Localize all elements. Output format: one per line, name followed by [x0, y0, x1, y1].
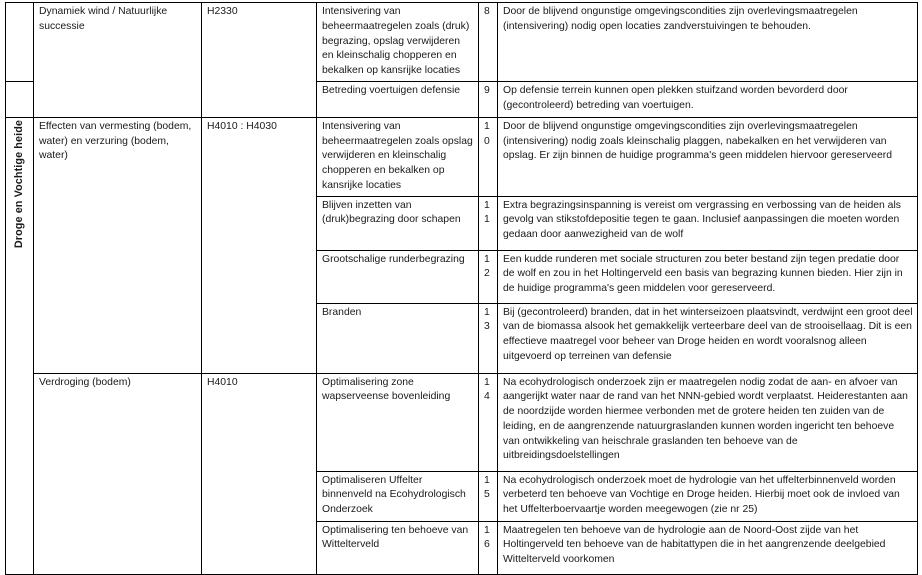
group-cell-empty	[6, 3, 34, 82]
number-cell	[479, 250, 498, 303]
group-label: Droge en Vochtige heide	[13, 119, 26, 248]
measure-cell	[317, 3, 479, 82]
number-text: 12	[484, 253, 490, 280]
number-text: 14	[484, 376, 490, 403]
table-row	[6, 3, 918, 82]
description-text: Na ecohydrologisch onderzoek zijn er maatregelen nodig zodat de aan- en afvoer van aangerijkt water naar de rand van het NNN-gebied wordt verplaatst. Heiderestanten aan de noordzijde worden hiermee verbonden met de grotere heiden ten zuiden van de leiding, en de aangrenzende natuurgraslanden kunnen worden ingericht ten behoeve van ontwikkeling van heischrale graslanden ten behoeve van de uitbreidingsdoelstellingen	[503, 376, 908, 462]
habitat-cell	[202, 3, 317, 118]
number-cell	[479, 117, 498, 196]
description-text: Maatregelen ten behoeve van de hydrologie aan de Noord-Oost zijde van het Holtingerveld ten behoeve van de habitattypen die in het aangrenzende deelgebied Wittelterveld voorkomen	[503, 524, 886, 566]
number-text: 11	[484, 199, 490, 226]
measure-text: Betreding voertuigen defensie	[322, 84, 461, 96]
measure-cell	[317, 196, 479, 250]
group-cell	[6, 117, 34, 574]
factor-cell	[34, 117, 202, 373]
measure-text: Blijven inzetten van (druk)begrazing door schapen	[322, 199, 461, 226]
habitat-cell	[202, 373, 317, 574]
habitat-code: H4010 : H4030	[207, 120, 277, 132]
description-cell	[498, 373, 918, 471]
habitat-code: H2330	[207, 6, 238, 17]
factor-cell	[34, 3, 202, 118]
description-cell	[498, 521, 918, 574]
description-cell	[498, 117, 918, 196]
number-cell	[479, 3, 498, 82]
description-text: Door de blijvend ongunstige omgevingscondities zijn overlevingsmaatregelen (intensivering) nodig zoals kleinschalig plaggen, nabekalken en het verwijderen van opslag. Er zijn binnen de huidige programma's geen middelen hiervoor gereserveerd	[503, 120, 892, 162]
number-cell	[479, 373, 498, 471]
description-text: Na ecohydrologisch onderzoek moet de hydrologie van het uffelterbinnenveld worden verbeterd ten behoeve van Vochtige en Droge heiden. Hierbij moet ook de invloed van het Uffelterboervaartje worden meegewogen (zie nr 25)	[503, 474, 900, 516]
number-cell	[479, 303, 498, 373]
measures-table	[5, 2, 918, 575]
measure-cell	[317, 81, 479, 117]
number-text: 9	[484, 84, 490, 96]
table-row	[6, 117, 918, 196]
factor-text: Dynamiek wind / Natuurlijke successie	[39, 6, 168, 32]
habitat-cell	[202, 117, 317, 373]
measure-text: Intensivering van beheermaatregelen zoals (druk) begrazing, opslag verwijderen en kleinschalig chopperen en bekalken op kansrijke locaties	[322, 6, 470, 77]
description-text: Extra begrazingsinspanning is vereist om vergrassing en verbossing van de heiden als gevolg van stikstofdepositie tegen te gaan. Inclusief aanpassingen die moeten worden gedaan door aanwezigheid van de wolf	[503, 199, 901, 241]
measure-cell	[317, 471, 479, 521]
number-text: 16	[484, 524, 490, 551]
description-text: Bij (gecontroleerd) branden, dat in het winterseizoen plaatsvindt, verdwijnt een groot deel van de biomassa alsook het gemakkelijk verteerbare deel van de strooisellaag. Dit is een effectieve maatregel voor beheer van Droge heiden en wordt vooralsnog alleen uitgevoerd op terreinen van defensie	[503, 306, 913, 362]
description-text: Op defensie terrein kunnen open plekken stuifzand worden bevorderd door (gecontroleerd) betreding van voertuigen.	[503, 84, 848, 111]
measure-cell	[317, 521, 479, 574]
factor-text: Effecten van vermesting (bodem, water) en verzuring (bodem, water)	[39, 120, 192, 162]
number-cell	[479, 471, 498, 521]
measure-text: Grootschalige runderbegrazing	[322, 253, 465, 265]
description-text: Door de blijvend ongunstige omgevingscondities zijn overlevingsmaatregelen (intensivering) nodig open locaties zandverstuivingen te behouden.	[503, 6, 858, 32]
description-cell	[498, 81, 918, 117]
measure-cell	[317, 303, 479, 373]
description-cell	[498, 196, 918, 250]
number-text: 8	[484, 6, 490, 17]
number-cell	[479, 81, 498, 117]
group-cell-empty	[6, 81, 34, 117]
measure-text: Intensivering van beheermaatregelen zoals opslag verwijderen en kleinschalig chopperen en bekalken op kansrijke locaties	[322, 120, 473, 191]
description-cell	[498, 3, 918, 82]
measure-cell	[317, 117, 479, 196]
factor-text: Verdroging (bodem)	[39, 376, 131, 388]
measure-text: Optimalisering ten behoeve van Wittelterveld	[322, 524, 469, 551]
number-cell	[479, 521, 498, 574]
measure-cell	[317, 373, 479, 471]
description-text: Een kudde runderen met sociale structuren zou beter bestand zijn tegen predatie door de wolf en zou in het Holtingerveld een basis van begrazing kunnen bieden. Hier zijn in de huidige programma's geen middelen voor gereserveerd.	[503, 253, 903, 295]
measure-cell	[317, 250, 479, 303]
number-text: 15	[484, 474, 490, 501]
factor-cell	[34, 373, 202, 574]
number-text: 13	[484, 306, 490, 333]
table-row	[6, 373, 918, 471]
description-cell	[498, 471, 918, 521]
measure-text: Optimalisering zone wapserveense bovenleiding	[322, 376, 451, 403]
measure-text: Branden	[322, 306, 362, 318]
description-cell	[498, 250, 918, 303]
number-cell	[479, 196, 498, 250]
description-cell	[498, 303, 918, 373]
measure-text: Optimaliseren Uffelter binnenveld na Ecohydrologisch Onderzoek	[322, 474, 466, 516]
habitat-code: H4010	[207, 376, 238, 388]
number-text: 10	[484, 120, 490, 147]
